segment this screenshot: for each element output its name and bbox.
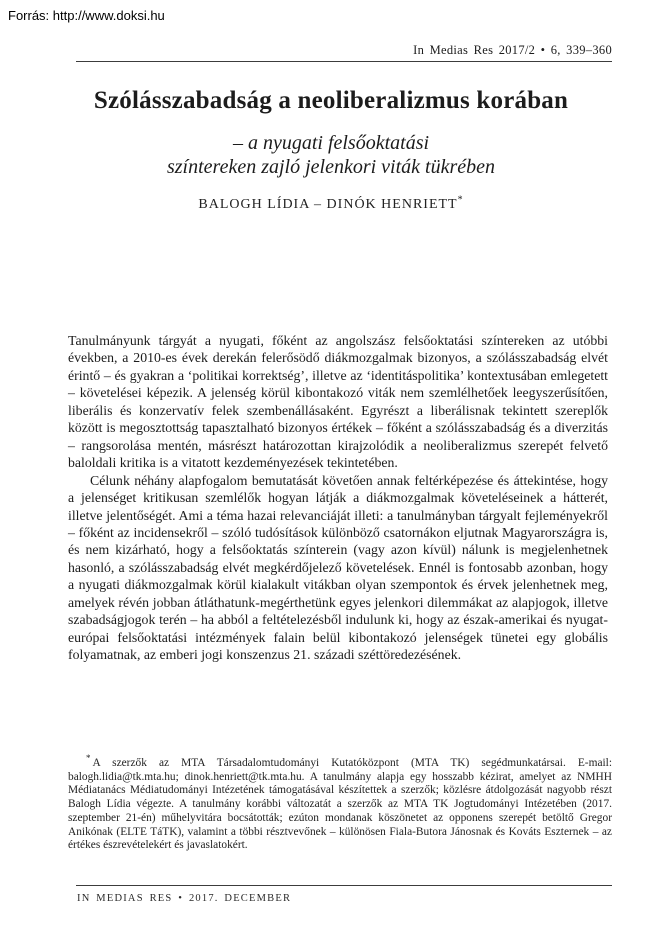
abstract-text <box>68 332 608 664</box>
paragraph-1: Tanulmányunk tárgyát a nyugati, főként az angolszász felsőoktatási színtereken az utóbbi években, a 2010-es évek derekán felerősödő diákmozgalmak bizonyos, a szólásszabadság elvét érintő – és gyakran a ‘politikai korrektség’, illetve az ‘identitáspolitika’ kontextusában emlegetett – követelései képezik. A jelenség körül kibontakozó viták nem szemlélhetőek leegyszerűsítően, liberális és konzervatív felek szembenállásaként. Egyrészt a liberálisnak tekintett szereplők között is megosztottság tapasztalható bizonyos értékek – főként a szólásszabadság és a diverzitás – rangsorolása mentén, másrészt határozottan kirajzolódik a neoliberalizmus szerepét felvető baloldali kritika is a vitatott kezdeményezések tekintetében. <box>68 333 608 471</box>
footnote-text: A szerzők az MTA Társadalomtudományi Kutatóközpont (MTA TK) segédmunkatársai. E-mail: balogh.lidia@tk.mta.hu; dinok.henriett@tk.mta.hu. A tanulmány alapja egy hosszabb kézirat, amelyet az NMHH Médiatanács Médiatudományi Intézetének támogatásával készítettek a szerzők; közlésre átdolgozását nagyobb részt Balogh Lídia végezte. A tanulmány korábbi változatát a szerzők az MTA TK Jogtudományi Intézetében (2017. szeptember 21-én) műhelyvitára bocsátották; ezúton mondanak köszönetet az opponens szerepét betöltő Gregor Anikónak (ELTE TáTK), valamint a többi résztvevőnek – különösen Fiala-Butora Jánosnak és Kováts Eszternek – az értékes észrevételekért és javaslatokért. <box>68 757 612 852</box>
page-footer: IN MEDIAS RES • 2017. DECEMBER <box>77 893 292 904</box>
article-subtitle <box>59 131 603 179</box>
footnote <box>68 753 612 853</box>
subtitle-line-2: színtereken zajló jelenkori viták tükrében <box>166 156 496 178</box>
paragraph-2: Célunk néhány alapfogalom bemutatását követően annak feltérképezése és áttekintése, hogy a jelenséget kritikusan szemlélők hogyan látják a diákmozgalmak követeléseinek a hátterét, illetve jelentőségét. Ami a téma hazai relevanciáját illeti: a tanulmányban tárgyalt fejleményekről – főként az incidensekről – szóló tudósítások különböző csatornákon eljutnak Magyarországra is, és nem kizárható, hogy a felsőoktatás színterein (vagy azon kívül) nálunk is megjelenhetnek hasonló, a szólásszabadság elvét megkérdőjelező követelések. Ennél is fontosabb azonban, hogy a nyugati diákmozgalmak körül kialakult vitákban olyan szempontok és érvek jelenhetnek meg, amelyek révén jobban átláthatunk-megérthetünk egyes jelenkori dilemmákat az alapjogok, illetve szabadságjogok terén – ha abból a feltételezésből indulunk ki, hogy az észak-amerikai és nyugat-európai felsőoktatási intézmények falain belül kibontakozó jelenségek tünetei egy globális folyamatnak, az emberi jogi konszenzus 21. századi széttöredezésének. <box>68 472 608 663</box>
source-watermark: Forrás: http://www.doksi.hu <box>8 8 165 23</box>
authors-footnote-mark: * <box>457 194 464 206</box>
article-title: Szólásszabadság a neoliberalizmus korában <box>93 87 569 114</box>
footer-rule <box>76 885 612 886</box>
subtitle-line-1: – a nyugati felsőoktatási <box>232 132 430 154</box>
journal-header: In Medias Res 2017/2 • 6, 339–360 <box>413 43 612 57</box>
header-rule <box>76 61 612 62</box>
footnote-mark: * <box>86 753 91 764</box>
authors-line <box>59 194 603 213</box>
authors-names: BALOGH LÍDIA – DINÓK HENRIETT <box>198 197 458 212</box>
